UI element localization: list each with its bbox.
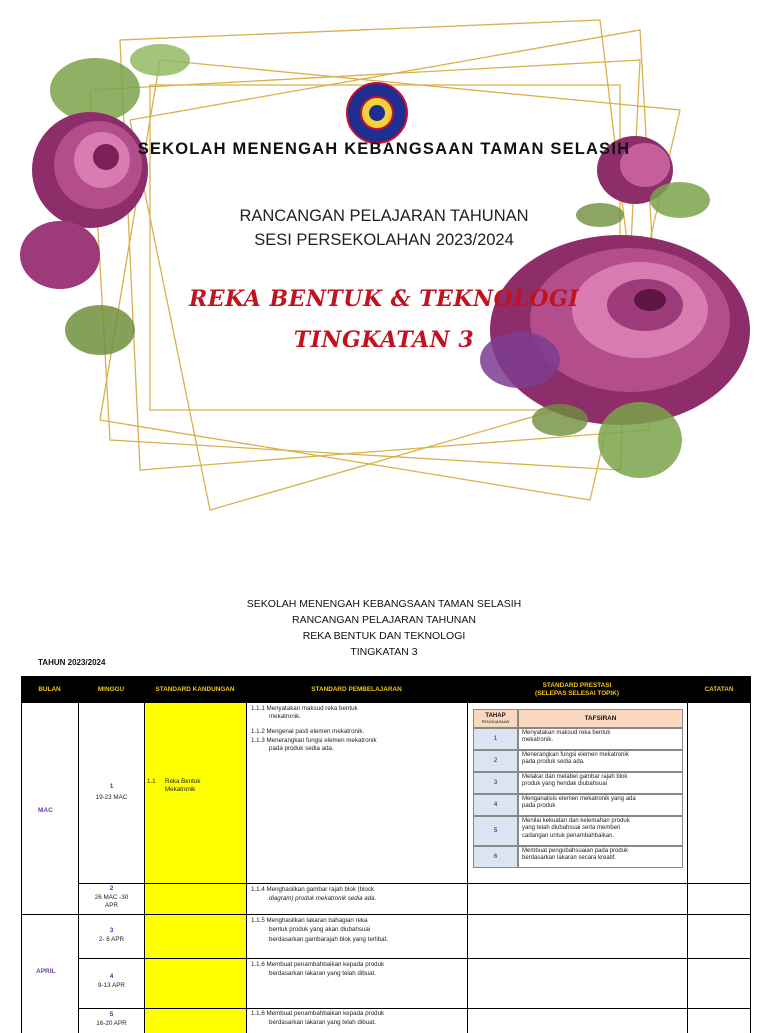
week-1-number: 1 bbox=[109, 783, 114, 790]
month-april: APRIL bbox=[36, 968, 56, 975]
tafsiran-desc-4-l1: Menganalisis elemen mekatronik yang ada bbox=[522, 796, 636, 802]
tafsiran-head-level bbox=[473, 709, 518, 728]
school-logo-emblem bbox=[360, 96, 394, 130]
kandungan-title-line2: Mekatronik bbox=[165, 786, 196, 793]
week-5-number: 5 bbox=[109, 1011, 114, 1018]
school-logo-center bbox=[369, 105, 385, 121]
week-2-date-line2: APR bbox=[105, 902, 118, 909]
week-5-date: 16-20 APR bbox=[96, 1020, 127, 1027]
tafsiran-desc-6-l2: berdasarkan lakaran secara kreatif. bbox=[522, 855, 617, 862]
tafsiran-desc-5 bbox=[518, 816, 683, 846]
tafsiran-desc-5-l1: Menilai kekuatan dan kelemahan produk bbox=[522, 818, 630, 824]
kandungan-code: 1.1 bbox=[147, 778, 156, 785]
tafsiran-level-6: 6 bbox=[473, 846, 518, 868]
tafsiran-desc-5-l3: cadangan untuk penambahbaikan. bbox=[522, 832, 615, 839]
doc-form: TINGKATAN 3 bbox=[350, 646, 418, 658]
sp-1-1-6a-line1: 1.1.6 Membuat penambahbaikan kepada produk bbox=[251, 961, 385, 968]
tafsiran-desc-4-l2: pada produk bbox=[522, 803, 556, 810]
table-body bbox=[21, 703, 751, 1033]
sp-1-1-4-line1: 1.1.4 Menghasilkan gambar rajah blok (block bbox=[251, 886, 375, 893]
tafsiran-desc-2-l1: Menerangkan fungsi elemen mekatronik bbox=[522, 752, 629, 758]
sp-1-1-6b-line1: 1.1.6 Membuat penambahbaikan kepada produk bbox=[251, 1010, 385, 1017]
tafsiran-desc-6 bbox=[518, 846, 683, 868]
sp-1-1-5-line3: berdasarkan gambarajah blok yang terlibat. bbox=[269, 936, 389, 943]
week-4-number: 4 bbox=[109, 973, 114, 980]
tafsiran-head-level-l1: TAHAP bbox=[485, 713, 506, 719]
doc-plan-title: RANCANGAN PELAJARAN TAHUNAN bbox=[292, 614, 476, 626]
cover-school-name: SEKOLAH MENENGAH KEBANGSAAN TAMAN SELASIH bbox=[137, 140, 631, 158]
tafsiran-level-1: 1 bbox=[473, 728, 518, 750]
tafsiran-desc-1 bbox=[518, 728, 683, 750]
cover-session: SESI PERSEKOLAHAN 2023/2024 bbox=[254, 231, 514, 249]
week-1-date: 19-23 MAC bbox=[95, 794, 128, 801]
week-4-date: 9-13 APR bbox=[98, 982, 125, 989]
tafsiran-desc-5-l2: yang telah diubahsuai serta memberi bbox=[522, 825, 621, 832]
table-header bbox=[21, 676, 751, 703]
sp-1-1-4-line2: diagram) produk mekatronik sedia ada. bbox=[269, 895, 377, 902]
tafsiran-level-2: 2 bbox=[473, 750, 518, 772]
sp-1-1-1-line1: 1.1.1 Menyatakan maksud reka bentuk bbox=[251, 705, 358, 712]
sp-1-1-6b-line2: berdasarkan lakaran yang telah dibuat. bbox=[269, 1019, 376, 1026]
week-3-number: 3 bbox=[109, 927, 114, 934]
tafsiran-desc-3 bbox=[518, 772, 683, 794]
col-kandungan: STANDARD KANDUNGAN bbox=[155, 686, 235, 693]
tafsiran-desc-3-l1: Melakar dan melabel gambar rajah blok bbox=[522, 774, 628, 780]
col-catatan: CATATAN bbox=[704, 686, 734, 693]
col-prestasi-line2: (SELEPAS SELESAI TOPIK) bbox=[535, 689, 619, 697]
tafsiran-desc-2 bbox=[518, 750, 683, 772]
sp-1-1-1-line2: mekatronik. bbox=[269, 713, 301, 720]
school-logo bbox=[346, 82, 408, 144]
kandungan-title-line1: Reka Bentuk bbox=[165, 778, 201, 785]
tafsiran-level-4: 4 bbox=[473, 794, 518, 816]
doc-year: TAHUN 2023/2024 bbox=[38, 658, 106, 667]
tafsiran-desc-2-l2: pada produk sedia ada. bbox=[522, 759, 585, 766]
tafsiran-head-level-l2: PENGUASAAN bbox=[481, 719, 510, 724]
doc-subject: REKA BENTUK DAN TEKNOLOGI bbox=[302, 630, 466, 642]
col-prestasi-line1: STANDARD PRESTASI bbox=[542, 681, 612, 689]
tafsiran-desc-1-l1: Menyatakan maksud reka bentuk bbox=[522, 730, 611, 736]
week-3-date: 2- 6 APR bbox=[98, 936, 125, 943]
cover-subject: REKA BENTUK & TEKNOLOGI bbox=[188, 286, 580, 312]
sp-1-1-3-line2: pada produk sedia ada. bbox=[269, 745, 334, 752]
col-minggu: MINGGU bbox=[97, 686, 125, 693]
tafsiran-desc-1-l2: mekatronik. bbox=[522, 737, 554, 744]
tafsiran-desc-3-l2: produk yang hendak diubahsuai bbox=[522, 781, 608, 788]
tafsiran-desc-4 bbox=[518, 794, 683, 816]
tafsiran-level-3: 3 bbox=[473, 772, 518, 794]
week-2-date-line1: 26 MAC -30 bbox=[94, 894, 129, 901]
col-pembelajaran: STANDARD PEMBELAJARAN bbox=[311, 686, 402, 693]
col-bulan: BULAN bbox=[38, 686, 61, 693]
cover-form: TINGKATAN 3 bbox=[293, 327, 475, 353]
cover-plan-title: RANCANGAN PELAJARAN TAHUNAN bbox=[239, 207, 529, 225]
month-mac: MAC bbox=[38, 807, 53, 814]
kandungan-highlight bbox=[144, 703, 246, 1033]
doc-school-name: SEKOLAH MENENGAH KEBANGSAAN TAMAN SELASIH bbox=[246, 598, 522, 610]
week-2-number: 2 bbox=[109, 885, 114, 892]
sp-1-1-2: 1.1.2 Mengenal pasti elemen mekatronik. bbox=[251, 728, 365, 735]
sp-1-1-3-line1: 1.1.3 Menerangkan fungsi elemen mekatronik bbox=[251, 737, 377, 744]
sp-1-1-5-line1: 1.1.5 Menghasilkan lakaran bahagian reka bbox=[251, 917, 368, 924]
tafsiran-head-desc: TAFSIRAN bbox=[518, 709, 683, 728]
sp-1-1-6a-line2: berdasarkan lakaran yang telah dibuat. bbox=[269, 970, 376, 977]
col-prestasi bbox=[467, 676, 687, 703]
tafsiran-desc-6-l1: Membuat pengubahsuaian pada produk bbox=[522, 848, 629, 854]
tafsiran-level-5: 5 bbox=[473, 816, 518, 846]
sp-1-1-5-line2: bentuk produk yang akan diubahsuai bbox=[269, 926, 371, 933]
